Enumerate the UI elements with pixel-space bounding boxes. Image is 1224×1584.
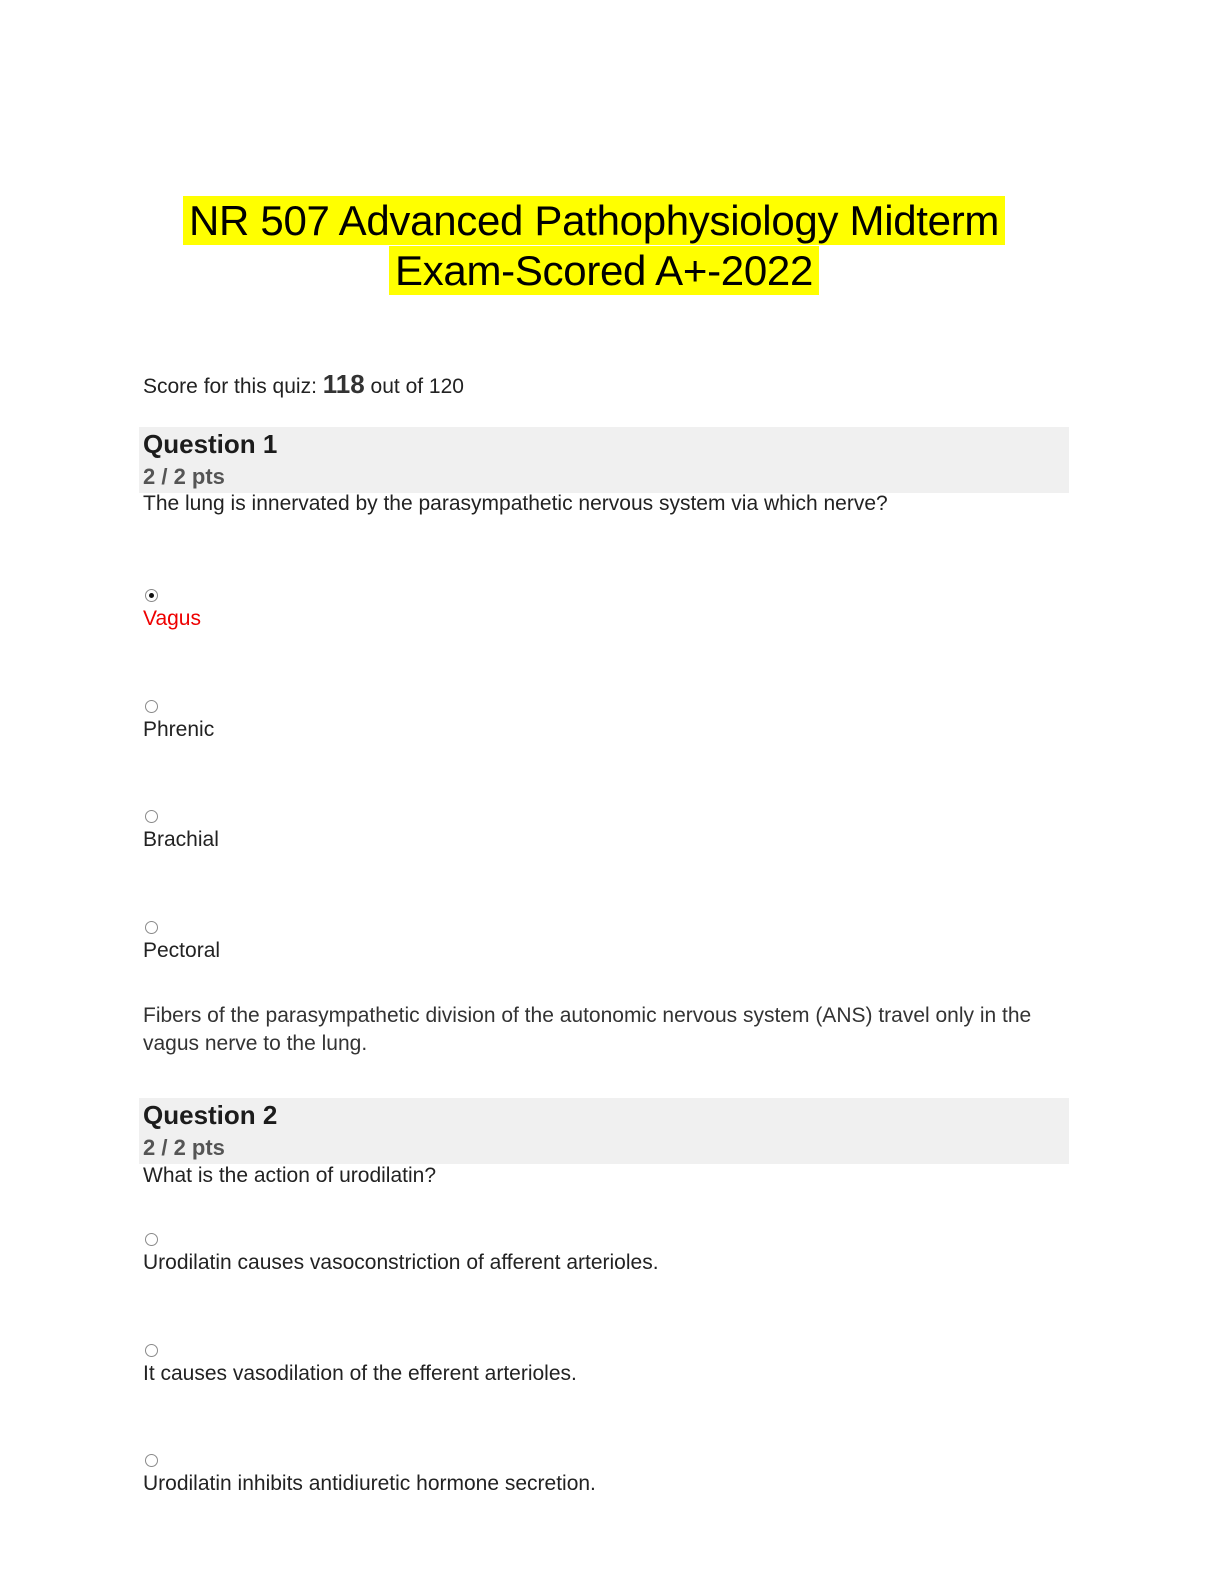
answer-label: Phrenic: [143, 718, 215, 741]
score-suffix: out of 120: [364, 375, 464, 398]
answer-label: Brachial: [143, 828, 219, 851]
question-2-title: Question 2: [143, 1100, 278, 1130]
question-1-header: [139, 427, 1069, 493]
title-line-1: NR 507 Advanced Pathophysiology Midterm: [183, 196, 1005, 245]
radio-button[interactable]: [145, 700, 158, 713]
radio-button[interactable]: [145, 921, 158, 934]
question-2-text: What is the action of urodilatin?: [143, 1164, 436, 1187]
answer-label: Urodilatin inhibits antidiuretic hormone secretion.: [143, 1472, 596, 1495]
radio-button[interactable]: [145, 1454, 158, 1467]
score-prefix: Score for this quiz:: [143, 375, 323, 398]
score-value: 118: [322, 369, 365, 399]
question-1-answer-4[interactable]: [143, 921, 220, 964]
answer-label: Pectoral: [143, 939, 221, 962]
radio-button[interactable]: [145, 1233, 158, 1246]
answer-label: Urodilatin causes vasoconstriction of afferent arterioles.: [143, 1251, 659, 1274]
quiz-score: [143, 368, 464, 403]
question-1-text: The lung is innervated by the parasympathetic nervous system via which nerve?: [143, 492, 888, 515]
radio-button-selected[interactable]: [145, 589, 158, 602]
answer-label: It causes vasodilation of the efferent arterioles.: [143, 1362, 577, 1385]
question-1-title: Question 1: [143, 429, 278, 459]
question-1-answer-2[interactable]: [143, 700, 214, 743]
question-1-explanation: Fibers of the parasympathetic division of the autonomic nervous system (ANS) travel only in the vagus nerve to the lung.: [143, 1004, 1032, 1055]
question-2-answer-3[interactable]: [143, 1454, 596, 1497]
radio-button[interactable]: [145, 1344, 158, 1357]
question-1-answer-1[interactable]: [143, 589, 201, 632]
question-1-points: 2 / 2 pts: [143, 464, 225, 489]
answer-label: Vagus: [143, 607, 201, 630]
question-2-answer-1[interactable]: [143, 1233, 659, 1276]
title-line-2: Exam-Scored A+-2022: [389, 246, 819, 295]
radio-button[interactable]: [145, 810, 158, 823]
question-1-answer-3[interactable]: [143, 810, 219, 853]
question-2-header: [139, 1098, 1069, 1164]
question-2-points: 2 / 2 pts: [143, 1135, 225, 1160]
question-2-answer-2[interactable]: [143, 1344, 577, 1387]
